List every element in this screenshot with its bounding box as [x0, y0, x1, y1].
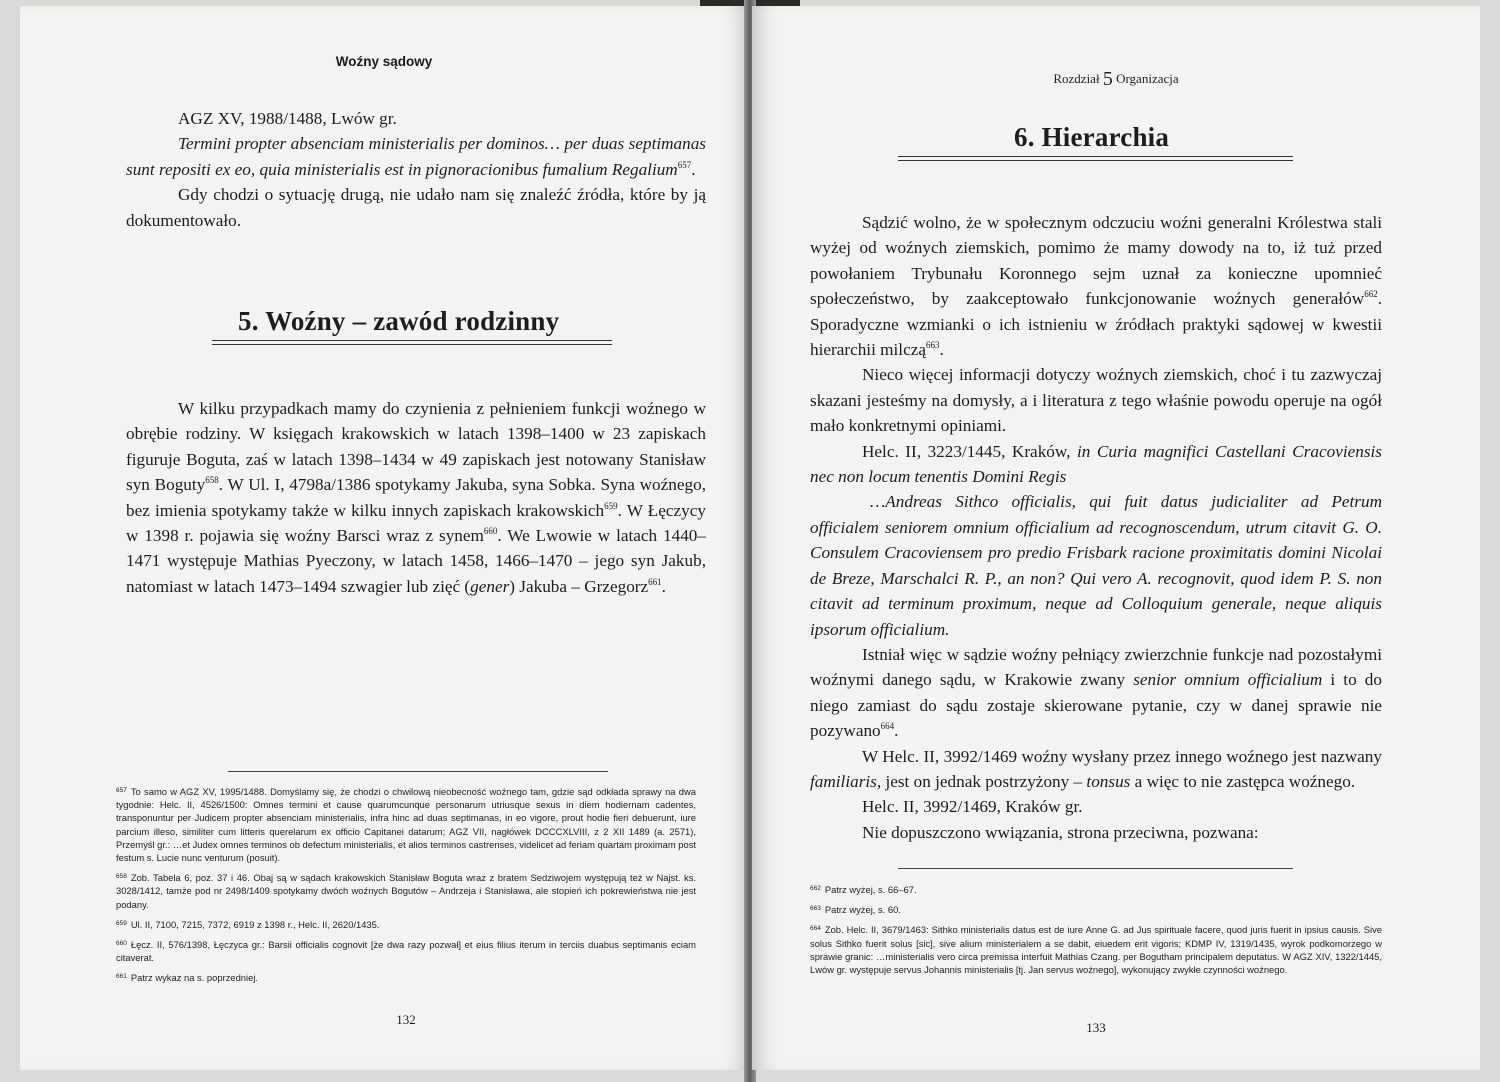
- intro-quote-tail: .: [691, 159, 696, 179]
- family-text-2: . W Ul. I, 4798a/1386 spotykamy Jakuba, syna Sobka. Syna woźnego, bez imienia spotykamy także w kilku innych zapiskach krakowskich: [126, 475, 706, 520]
- footnote-ref-663[interactable]: 663: [925, 340, 940, 351]
- footnote-ref-661[interactable]: 661: [648, 576, 662, 587]
- footnote-number: 663: [810, 905, 821, 913]
- p1-text-2: . Sporadyczne wzmianki o ich istnieniu w źródłach praktyki sądowej w kwestii hierarchii milczą: [810, 289, 1382, 360]
- footnote-ref-660[interactable]: 660: [483, 526, 498, 537]
- p1-text-3: .: [939, 340, 944, 360]
- p1-text-1: Sądzić wolno, że w społecznym odczuciu woźni generalni Królestwa stali wyżej od woźnych ziemskich, pomimo że mamy dowody na to, iż tuż przed powołaniem Trybunału Koronnego sejm uznał za konieczne upomnieć społeczeństwo, by zaakceptowało funkcjonowanie woźnych generałów: [810, 213, 1382, 309]
- footnote-ref-664[interactable]: 664: [880, 721, 895, 732]
- running-head-prefix: Rozdział: [1053, 71, 1100, 86]
- hierarchy-paragraph-6: Helc. II, 3992/1469, Kraków gr.: [862, 797, 1083, 817]
- family-text-5: ) Jakuba – Grzegorz: [509, 576, 649, 596]
- left-footnotes: [116, 784, 696, 991]
- footnote-text: Patrz wyżej, s. 66–67.: [824, 884, 917, 895]
- footnote-number: 660: [116, 940, 127, 948]
- right-body: [810, 210, 1382, 845]
- footnote-657: [116, 784, 696, 864]
- family-text-4: . We Lwowie w latach 1440–1471 występuje Mathias Pyeczony, w latach 1458, 1466–1470 – jego syn Jakub, natomiast w latach 1473–1494 szwagier lub zięć (: [126, 526, 706, 596]
- footnote-662: [810, 882, 1382, 896]
- p5-text-tonsus: tonsus: [1086, 771, 1131, 791]
- intro-quote: [126, 131, 706, 182]
- p4-text-2: i to do niego zamiast do sądu zostaje skierowane pytanie, czy w danej sprawie nie pozywano: [810, 670, 1382, 741]
- footnote-number: 658: [116, 873, 127, 881]
- hierarchy-paragraph-7: Nie dopuszczono wwiązania, strona przeciwna, pozwana:: [862, 822, 1259, 842]
- p3-text-1: Helc. II, 3223/1445, Kraków,: [862, 441, 1078, 461]
- footnote-663: [810, 902, 1382, 916]
- p5-text-1: W Helc. II, 3992/1469 woźny wysłany przez innego woźnego jest nazwany: [862, 746, 1382, 766]
- footnote-text: Zob. Helc. II, 3679/1463: Sithko ministerialis datus est de iure Anne G. ad Jus spirituale facere, quod juris fuerit in ipsius causis. Sive solus Sithko fuerit solus [sic], sive alium ministerialem a se dabit, eiuedem erit vigoris; KDMP IV, 1319/1435, wyrok podkomorzego w sprawie granic: …ministerialis vero circa premissa interfuit Mathias Czang. per Bogutham principalem deputatus. W AGZ XIV, 1322/1445, Lwów gr. występuje servus Johannis ministerialis [tj. Jan servus woźnego], wykonujący zwykłe czynności woźnego.: [810, 924, 1382, 976]
- footnote-number: 664: [810, 925, 821, 933]
- intro-paragraph: Gdy chodzi o sytuację drugą, nie udało nam się znaleźć źródła, które by ją dokumentowało.: [126, 185, 706, 230]
- family-paragraph: [126, 396, 706, 599]
- running-head-suffix: Organizacja: [1116, 71, 1179, 86]
- footnote-ref-659[interactable]: 659: [604, 500, 618, 511]
- footnote-text: Ul. II, 7100, 7215, 7372, 6919 z 1398 r., Helc. II, 2620/1435.: [130, 918, 380, 930]
- footnote-661: [116, 970, 696, 984]
- right-running-head: [752, 68, 1480, 91]
- p3-text-italic: in Curia magnifici Castellani Cracoviensis nec non locum tenentis Domini Regis: [810, 441, 1382, 487]
- footnote-ref-657[interactable]: 657: [677, 159, 692, 170]
- footnote-text: Patrz wykaz na s. poprzedniej.: [130, 972, 259, 984]
- footnote-text: To samo w AGZ XV, 1995/1488. Domyślamy się, że chodzi o chwilową nieobecność woźnego tam, gdzie sąd odkłada sprawy na dwa tygodnie: Helc. II, 4526/1500: Omnes termini et cause quarumcunque personarum utriusque sexus in diem hodiernam cadentes, transponuntur per Judicem propter absenciam ministerialis, infra hinc ad duas septimanas, in eo vigore, prout hodie fieri debuerunt, iure parcium illeso, similiter cum litteris querelarum ex officio Capitanei datarum; AGZ VII, nagłówek DCCCXLVIII, z 2 XII 1489 (a. 2571), Przemyśl gr.: …et Judex omnes terminos ob defectum ministerialis, et alios terminos castrenses, videlicet ad feriam quartam proximam post festum s. Lucie nunc venturum (posuit).: [116, 786, 696, 864]
- section-title-5: 5. Woźny – zawód rodzinny: [238, 306, 560, 336]
- hierarchy-paragraph-1: [810, 210, 1382, 362]
- left-running-head: Woźny sądowy: [335, 54, 433, 69]
- latin-quote: …Andreas Sithco officialis, qui fuit datus judicialiter ad Petrum officialem seniorem omnium officialium ad recognoscendum, utrum citavit G. O. Consulem Cracoviensem pro predio Frisbark racione proximitatis domini Nicolai de Breze, Marschalci R. P., an non? Qui vero A. recognovit, quod idem P. S. non citavit ad terminum proximum, neque ad Colloquium generale, neque aliquis ipsorum officialium.: [810, 492, 1382, 639]
- left-page: [20, 6, 748, 1070]
- left-footnote-rule: [228, 771, 608, 772]
- footnote-658: [116, 870, 696, 911]
- section-title-6: 6. Hierarchia: [1014, 122, 1170, 152]
- family-text-3: . W Łęczycy w 1398 r. pojawia się woźny Barsci wraz z synem: [126, 500, 706, 546]
- intro-quote-text: Termini propter absenciam ministerialis per dominos… per duas septimanas sunt repositi ex eo, quia ministerialis est in pignoracionibus fumalium Regalium: [126, 134, 706, 179]
- footnote-text: Patrz wyżej, s. 60.: [824, 904, 901, 916]
- hierarchy-paragraph-3: [810, 439, 1382, 490]
- left-page-number: 132: [396, 1012, 416, 1027]
- family-text-1: W kilku przypadkach mamy do czynienia z pełnieniem funkcji woźnego w obrębie rodziny. W księgach krakowskich w latach 1398–1400 w 23 zapiskach figuruje Boguta, zaś w latach 1398–1434 w 49 zapiskach jest notowany Stanisław syn Boguty: [126, 399, 706, 495]
- right-page-number: 133: [1086, 1020, 1106, 1035]
- footnote-number: 657: [116, 787, 127, 794]
- hierarchy-paragraph-4: [810, 642, 1382, 744]
- running-head-chapter-number: 5: [1102, 68, 1113, 90]
- p4-text-italic: senior omnium officialium: [1133, 670, 1323, 690]
- p5-text-familiaris: familiaris: [810, 771, 877, 791]
- footnote-664: [810, 922, 1382, 976]
- intro-citation: AGZ XV, 1988/1488, Lwów gr.: [178, 109, 397, 128]
- left-paragraph: [126, 396, 706, 599]
- family-text-6: .: [661, 576, 666, 596]
- hierarchy-paragraph-2: Nieco więcej informacji dotyczy woźnych ziemskich, choć i tu zazwyczaj skazani jesteśmy na domysły, a i literatura z tego właśnie powodu operuje na ogół mało konkretnymi opiniami.: [810, 365, 1382, 436]
- right-footnote-rule: [898, 868, 1293, 869]
- p4-text-1: Istniał więc w sądzie woźny pełniący zwierzchnie funkcje nad pozostałymi woźnymi danego sądu, w Krakowie zwany: [810, 644, 1382, 690]
- p4-text-3: .: [894, 721, 899, 741]
- footnote-659: [116, 917, 696, 931]
- right-page: [752, 6, 1480, 1070]
- hierarchy-paragraph-5: [810, 744, 1382, 795]
- footnote-660: [116, 937, 696, 964]
- footnote-text: Łęcz. II, 576/1398, Łęczyca gr.: Barsii officialis cognovit [że dwa razy pozwał] et eius filius iterum in terciis duabus septimanis eciam citaverat.: [116, 939, 696, 964]
- p5-text-2: , jest on jednak postrzyżony –: [876, 771, 1087, 791]
- footnote-number: 659: [116, 919, 127, 927]
- section-title-6-rule: [898, 156, 1293, 161]
- footnote-ref-658[interactable]: 658: [205, 475, 219, 486]
- family-text-gener: gener: [470, 576, 510, 596]
- footnote-text: Zob. Tabela 6, poz. 37 i 46. Obaj są w sądach krakowskich Stanisław Boguta wraz z bratem Sedziwojem występują też w Najst. ks. 3028/1412, tamże pod nr 2498/1409 spotykamy dwóch woźnych Bogutów – Andrzeja i Stanisława, ale stopień ich pokrewieństwa nie jest podany.: [116, 872, 696, 910]
- footnote-number: 661: [116, 973, 127, 981]
- section-title-5-rule: [212, 340, 612, 345]
- p5-text-3: a więc to nie zastępca woźnego.: [1130, 771, 1356, 791]
- left-intro: [126, 106, 706, 233]
- footnote-number: 662: [810, 885, 821, 892]
- right-footnotes: [810, 882, 1382, 982]
- footnote-ref-662[interactable]: 662: [1364, 289, 1378, 300]
